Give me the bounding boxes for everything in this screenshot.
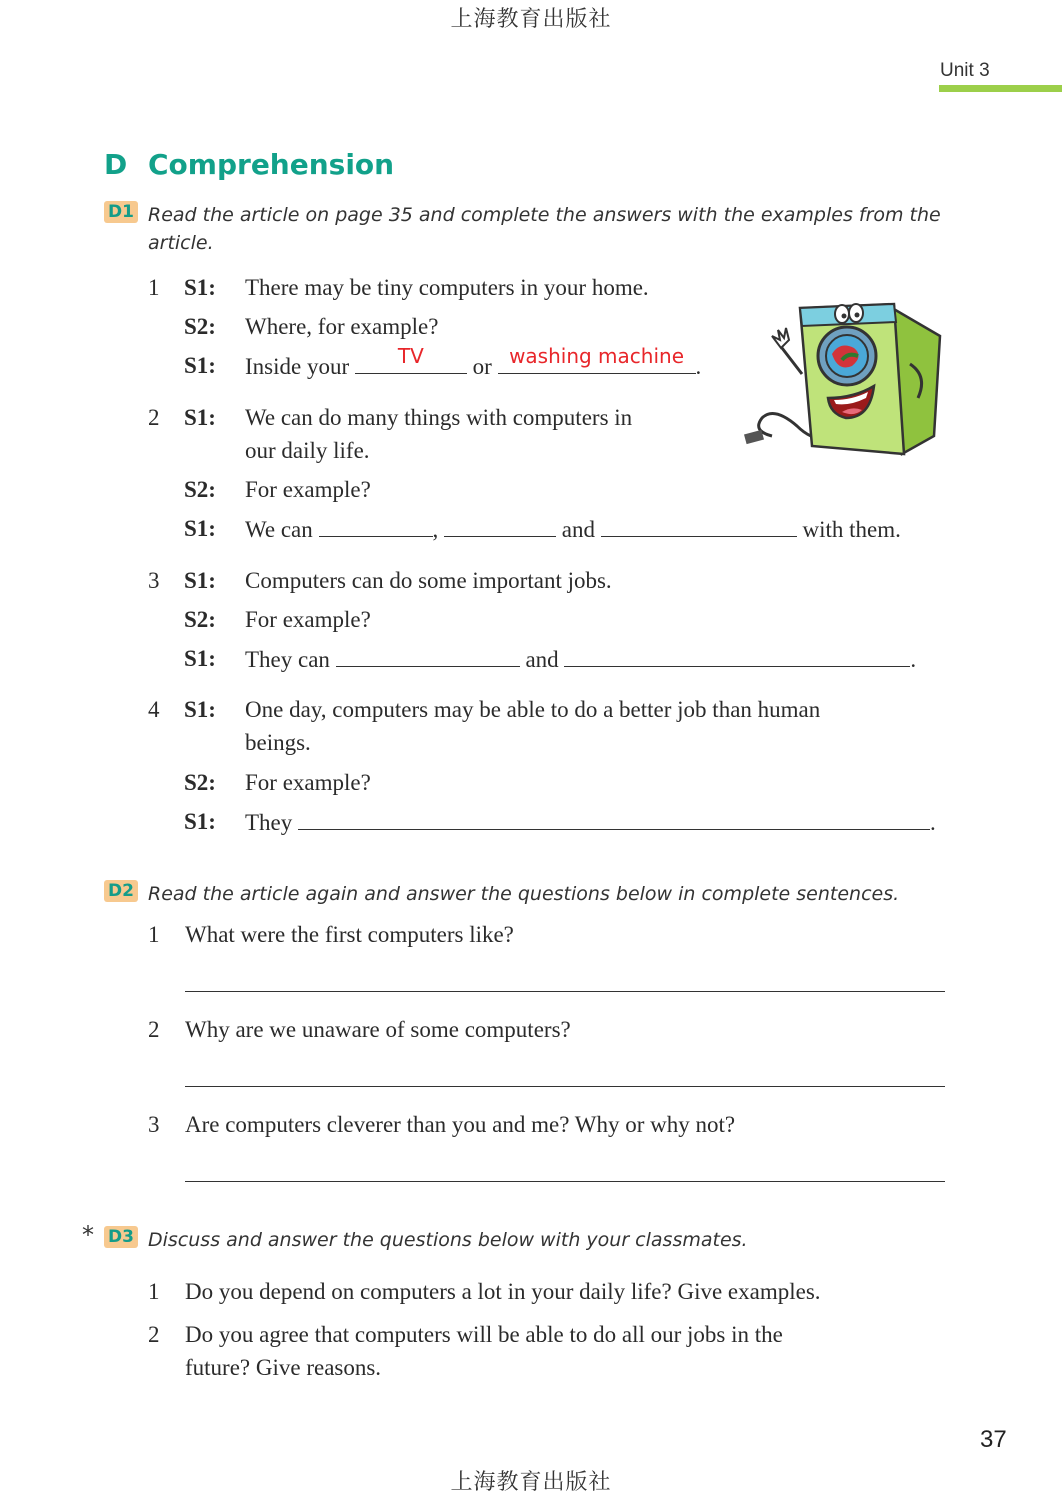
d1-item-2 bbox=[0, 403, 1062, 553]
dialogue-line: For example? bbox=[245, 607, 371, 632]
answer-blank-1[interactable] bbox=[355, 344, 467, 374]
answer-blank-2[interactable] bbox=[444, 514, 556, 537]
d1-item-3 bbox=[0, 566, 1062, 686]
dialogue-line: One day, computers may be able to do a better job than human bbox=[245, 697, 821, 722]
publisher-footer: 上海教育出版社 bbox=[450, 1469, 612, 1494]
dialogue-line: Where, for example? bbox=[245, 314, 439, 339]
question-text: future? Give reasons. bbox=[185, 1355, 382, 1380]
speaker-label: S2: bbox=[184, 770, 216, 795]
speaker-label: S1: bbox=[184, 568, 216, 593]
question-number: 3 bbox=[148, 1112, 160, 1137]
d2-badge: D2 bbox=[104, 880, 138, 902]
answer-blank-2[interactable] bbox=[564, 644, 910, 667]
publisher-header: 上海教育出版社 bbox=[450, 6, 612, 31]
item-number: 3 bbox=[148, 568, 160, 593]
question-number: 1 bbox=[148, 1279, 160, 1304]
question-text: What were the first computers like? bbox=[185, 922, 514, 947]
speaker-label: S1: bbox=[184, 353, 216, 378]
d2-instruction: Read the article again and answer the questions below in complete sentences. bbox=[148, 883, 900, 905]
question-text: Are computers cleverer than you and me? Why or why not? bbox=[185, 1112, 736, 1137]
d3-question-2 bbox=[0, 1320, 1062, 1390]
section-letter: D bbox=[104, 148, 128, 181]
unit-bar bbox=[939, 85, 1062, 92]
item-number: 2 bbox=[148, 405, 160, 430]
dialogue-line: Computers can do some important jobs. bbox=[245, 568, 612, 593]
d1-instruction-line-1: Read the article on page 35 and complete the answers with the examples from the bbox=[148, 204, 941, 226]
d3-badge: D3 bbox=[104, 1226, 138, 1248]
answer-line[interactable] bbox=[185, 991, 945, 992]
d1-instruction-line-2: article. bbox=[148, 232, 214, 254]
answer-blank-1[interactable] bbox=[319, 514, 433, 537]
section-heading bbox=[104, 148, 394, 181]
speaker-label: S1: bbox=[184, 697, 216, 722]
speaker-label: S1: bbox=[184, 405, 216, 430]
line-text: . bbox=[695, 354, 702, 379]
speaker-label: S2: bbox=[184, 477, 216, 502]
item-number: 1 bbox=[148, 275, 160, 300]
speaker-label: S2: bbox=[184, 607, 216, 632]
dialogue-line: There may be tiny computers in your home. bbox=[245, 275, 649, 300]
optional-star-icon: * bbox=[82, 1221, 94, 1249]
speaker-label: S1: bbox=[184, 646, 216, 671]
line-text: with them. bbox=[802, 517, 901, 542]
line-text: They bbox=[245, 810, 293, 835]
answer-blank-1[interactable] bbox=[336, 644, 520, 667]
dialogue-line: our daily life. bbox=[245, 438, 370, 463]
dialogue-line: For example? bbox=[245, 477, 371, 502]
question-text: Do you agree that computers will be able to do all our jobs in the bbox=[185, 1322, 783, 1347]
d3-question-1 bbox=[0, 1277, 1062, 1313]
line-text: or bbox=[472, 354, 492, 379]
d1-badge: D1 bbox=[104, 201, 138, 223]
answer-blank-3[interactable] bbox=[601, 514, 797, 537]
d3-instruction: Discuss and answer the questions below with your classmates. bbox=[148, 1229, 748, 1251]
d2-question-1 bbox=[0, 920, 1062, 1000]
page-number: 37 bbox=[980, 1426, 1007, 1453]
line-text: and bbox=[561, 517, 595, 542]
answer-line[interactable] bbox=[185, 1086, 945, 1087]
question-number: 2 bbox=[148, 1017, 160, 1042]
d3-badge-row bbox=[104, 1226, 138, 1248]
d2-question-3 bbox=[0, 1110, 1062, 1190]
handwritten-answer: washing machine bbox=[509, 344, 685, 368]
d2-badge-row bbox=[104, 880, 138, 902]
question-text: Why are we unaware of some computers? bbox=[185, 1017, 571, 1042]
d1-instruction-row bbox=[104, 201, 138, 223]
line-text: They can bbox=[245, 647, 330, 672]
line-text: . bbox=[910, 647, 917, 672]
line-text: Inside your bbox=[245, 354, 350, 379]
dialogue-line-with-blanks bbox=[245, 344, 702, 382]
item-number: 4 bbox=[148, 697, 160, 722]
dialogue-line: beings. bbox=[245, 730, 311, 755]
speaker-label: S1: bbox=[184, 809, 216, 834]
d1-instruction bbox=[148, 201, 941, 257]
dialogue-line: We can do many things with computers in bbox=[245, 405, 633, 430]
dialogue-line-with-blanks bbox=[245, 807, 936, 838]
unit-label: Unit 3 bbox=[940, 60, 990, 81]
dialogue-line-with-blanks bbox=[245, 644, 916, 675]
section-title: Comprehension bbox=[148, 148, 395, 181]
question-text: Do you depend on computers a lot in your daily life? Give examples. bbox=[185, 1279, 821, 1304]
d1-item-4 bbox=[0, 695, 1062, 845]
speaker-label: S1: bbox=[184, 275, 216, 300]
dialogue-line-with-blanks bbox=[245, 514, 901, 545]
line-text: , bbox=[432, 517, 439, 542]
d2-question-2 bbox=[0, 1015, 1062, 1095]
question-number: 1 bbox=[148, 922, 160, 947]
question-number: 2 bbox=[148, 1322, 160, 1347]
speaker-label: S2: bbox=[184, 314, 216, 339]
line-text: We can bbox=[245, 517, 313, 542]
line-text: and bbox=[525, 647, 559, 672]
answer-line[interactable] bbox=[185, 1181, 945, 1182]
speaker-label: S1: bbox=[184, 516, 216, 541]
answer-blank-2[interactable] bbox=[498, 344, 696, 374]
dialogue-line: For example? bbox=[245, 770, 371, 795]
line-text: . bbox=[930, 810, 936, 835]
handwritten-answer: TV bbox=[397, 344, 424, 368]
answer-blank-1[interactable] bbox=[298, 807, 930, 830]
